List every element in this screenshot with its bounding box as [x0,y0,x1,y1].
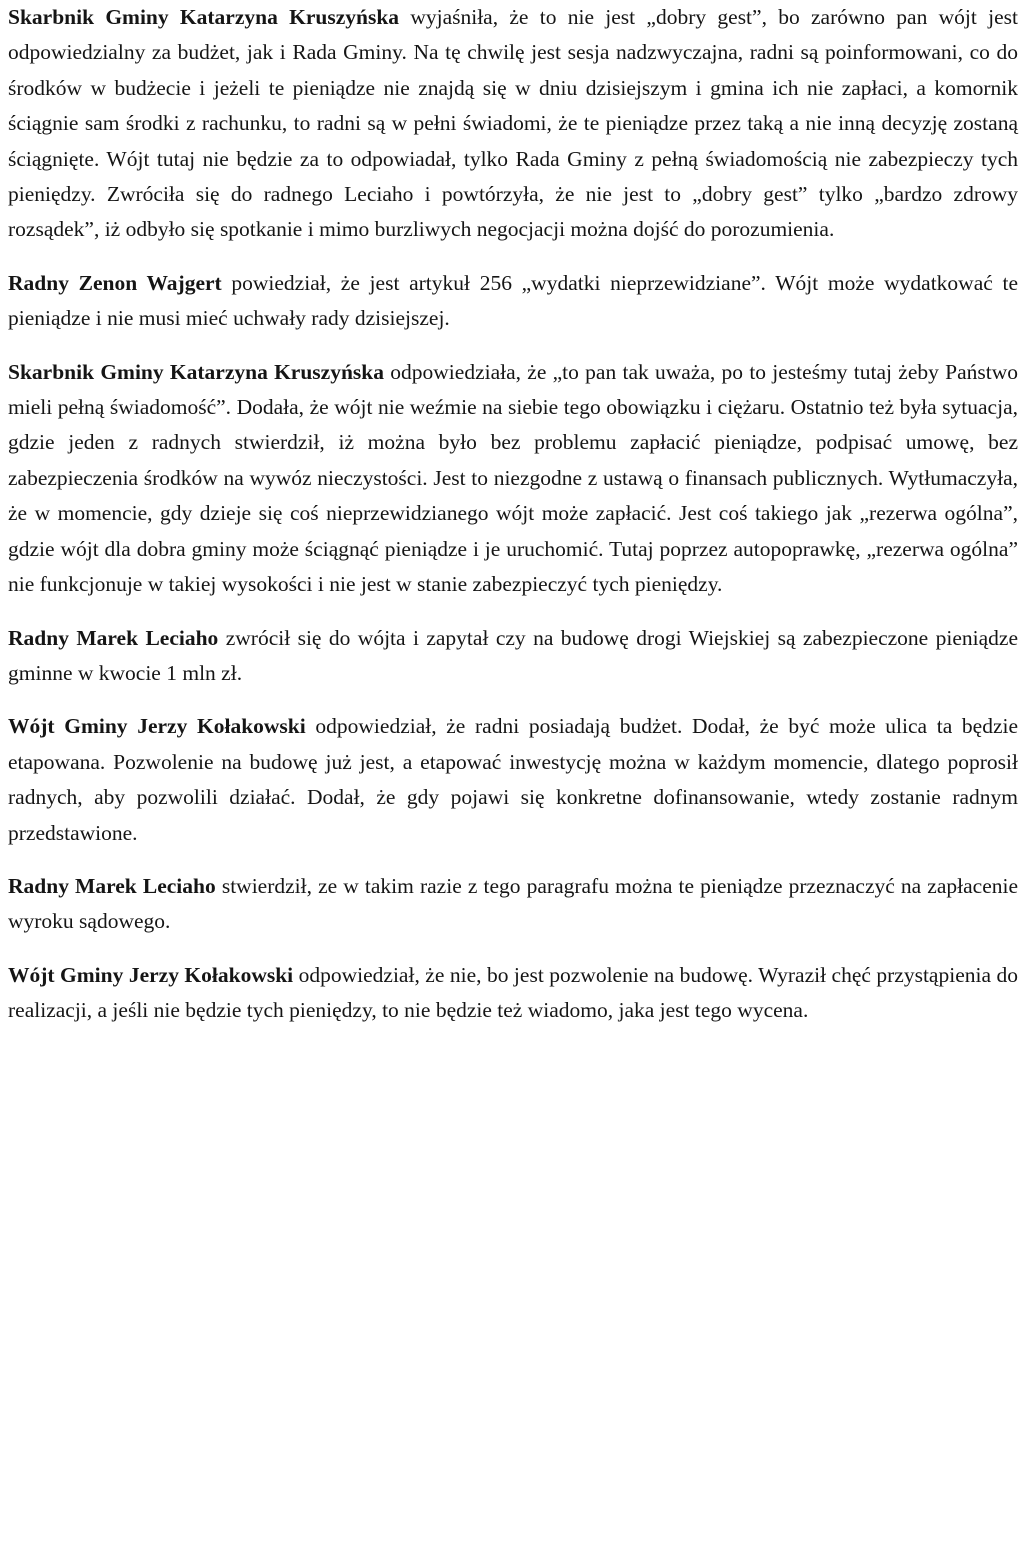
speaker-name: Radny Marek Leciaho [8,625,219,650]
speaker-name: Skarbnik Gminy Katarzyna Kruszyńska [8,5,400,29]
paragraph-text: odpowiedział, że radni posiadają budżet. Dodał, że być może ulica ta będzie etapowana. Pozwolenie na budowę już jest, a etapować inwestycję można w każdym momencie, dlatego poprosił radnych, aby pozwolili działać. Dodał, że gdy pojawi się konkretne dofinansowanie, wtedy zostanie radnym przedstawione. [8,714,1019,845]
paragraph-text: stwierdził, ze w takim razie z tego paragrafu można te pieniądze przeznaczyć na zapłacenie wyroku sądowego. [8,873,1019,934]
paragraph-mayor-1 [8,709,1018,851]
speaker-name: Skarbnik Gminy Katarzyna Kruszyńska [8,359,385,384]
speaker-name: Wójt Gminy Jerzy Kołakowski [8,962,294,987]
paragraph-text: wyjaśniła, że to nie jest „dobry gest”, bo zarówno pan wójt jest odpowiedzialny za budżet, jak i Rada Gminy. Na tę chwilę jest sesja nadzwyczajna, radni są poinformowani, co do środków w budżecie i jeżeli te pieniądze nie znajdą się w dniu dzisiejszym i gmina ich nie zapłaci, a komornik ściągnie sam środki z rachunku, to radni są w pełni świadomi, że te pieniądze przez taką a nie inną decyzję zostaną ściągnięte. Wójt tutaj nie będzie za to odpowiadał, tylko Rada Gminy z pełną świadomością nie zabezpieczy tych pieniędzy. Zwróciła się do radnego Leciaho i powtórzyła, że nie jest to „dobry gest” tylko „bardzo zdrowy rozsądek”, iż odbyło się spotkanie i mimo burzliwych negocjacji można dojść do porozumienia. [8,5,1018,242]
paragraph-text: odpowiedział, że nie, bo jest pozwolenie na budowę. Wyraził chęć przystąpienia do realizacji, a jeśli nie będzie tych pieniędzy, to nie będzie też wiadomo, jaka jest tego wycena. [8,962,1018,1023]
document-page [8,0,1018,1029]
speaker-name: Radny Zenon Wajgert [8,270,222,295]
paragraph-text: powiedział, że jest artykuł 256 „wydatki nieprzewidziane”. Wójt może wydatkować te pieniądze i nie musi mieć uchwały rady dzisiejszej. [8,270,1018,331]
paragraph-councillor-leciaho-1 [8,621,1018,692]
paragraph-text: zwrócił się do wójta i zapytał czy na budowę drogi Wiejskiej są zabezpieczone pieniądze gminne w kwocie 1 mln zł. [8,625,1018,685]
paragraph-text: odpowiedziała, że „to pan tak uważa, po to jesteśmy tutaj żeby Państwo mieli pełną świadomość”. Dodała, że wójt nie weźmie na siebie tego obowiązku i ciężaru. Ostatnio też była sytuacja, gdzie jeden z radnych stwierdził, iż można było bez problemu zapłacić pieniądze, podpisać umowę, bez zabezpieczenia środków na wywóz nieczystości. Jest to niezgodne z ustawą o finansach publicznych. Wytłumaczyła, że w momencie, gdy dzieje się coś nieprzewidzianego wójt może zapłacić. Jest coś takiego jak „rezerwa ogólna”, gdzie wójt dla dobra gminy może ściągnąć pieniądze i je uruchomić. Tutaj poprzez autopoprawkę, „rezerwa ogólna” nie funkcjonuje w takiej wysokości i nie jest w stanie zabezpieczyć tych pieniędzy. [8,359,1019,597]
speaker-name: Wójt Gminy Jerzy Kołakowski [8,714,306,739]
paragraph-councillor-wajgert [8,266,1018,337]
paragraph-mayor-2 [8,958,1018,1029]
paragraph-treasurer-2 [8,355,1018,603]
paragraph-treasurer-1 [8,0,1018,248]
paragraph-councillor-leciaho-2 [8,869,1018,940]
speaker-name: Radny Marek Leciaho [8,873,216,898]
